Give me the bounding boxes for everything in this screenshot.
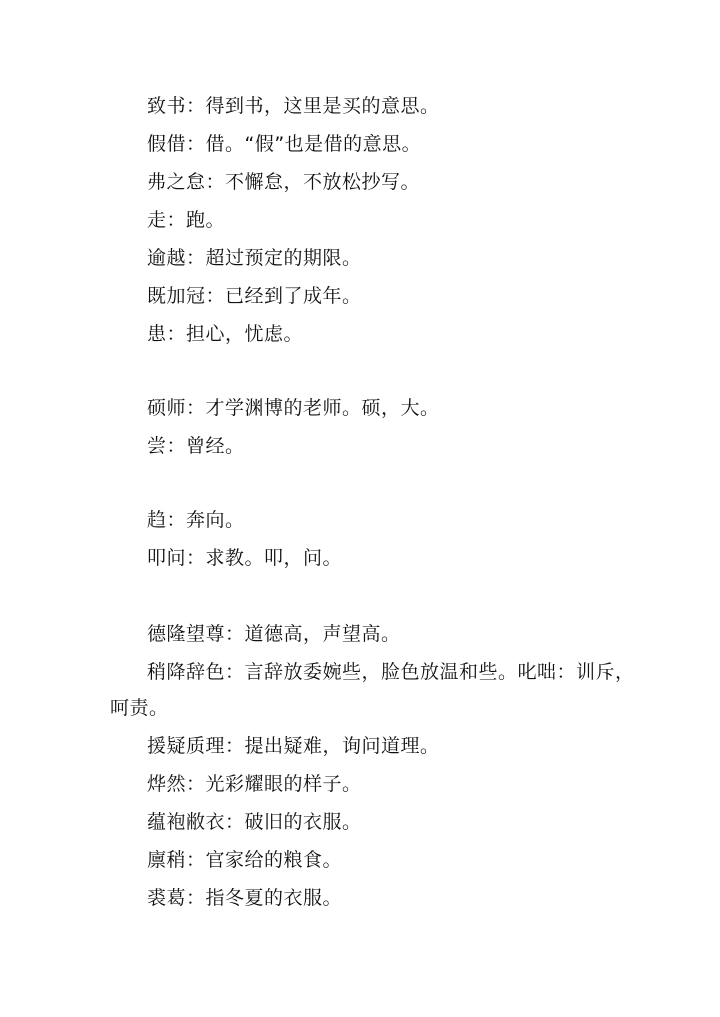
gloss-line: 致书：得到书，这里是买的意思。 xyxy=(147,95,440,117)
gloss-line: 假借：借。“假”也是借的意思。 xyxy=(147,133,422,155)
gloss-line: 裘葛：指冬夏的衣服。 xyxy=(147,887,343,909)
gloss-line: 援疑质理：提出疑难，询问道理。 xyxy=(147,735,440,757)
gloss-line: 弗之怠：不懈怠，不放松抄写。 xyxy=(147,171,421,193)
gloss-line: 稍降辞色：言辞放委婉些，脸色放温和些。叱咄：训斥， xyxy=(147,661,635,683)
gloss-line: 蕴袍敝衣：破旧的衣服。 xyxy=(147,811,362,833)
gloss-line: 硕师：才学渊博的老师。硕，大。 xyxy=(147,397,440,419)
gloss-line: 逾越：超过预定的期限。 xyxy=(147,247,362,269)
gloss-line: 德隆望尊：道德高，声望高。 xyxy=(147,623,401,645)
gloss-line: 烨然：光彩耀眼的样子。 xyxy=(147,773,362,795)
gloss-line: 叩问：求教。叩，问。 xyxy=(147,547,343,569)
gloss-line: 尝：曾经。 xyxy=(147,435,245,457)
gloss-line: 患：担心，忧虑。 xyxy=(147,323,304,345)
gloss-line-continuation: 呵责。 xyxy=(110,697,169,719)
gloss-line: 走：跑。 xyxy=(147,209,226,231)
gloss-line: 既加冠：已经到了成年。 xyxy=(147,285,362,307)
gloss-line: 廪稍：官家给的粮食。 xyxy=(147,849,343,871)
gloss-line: 趋：奔向。 xyxy=(147,509,245,531)
